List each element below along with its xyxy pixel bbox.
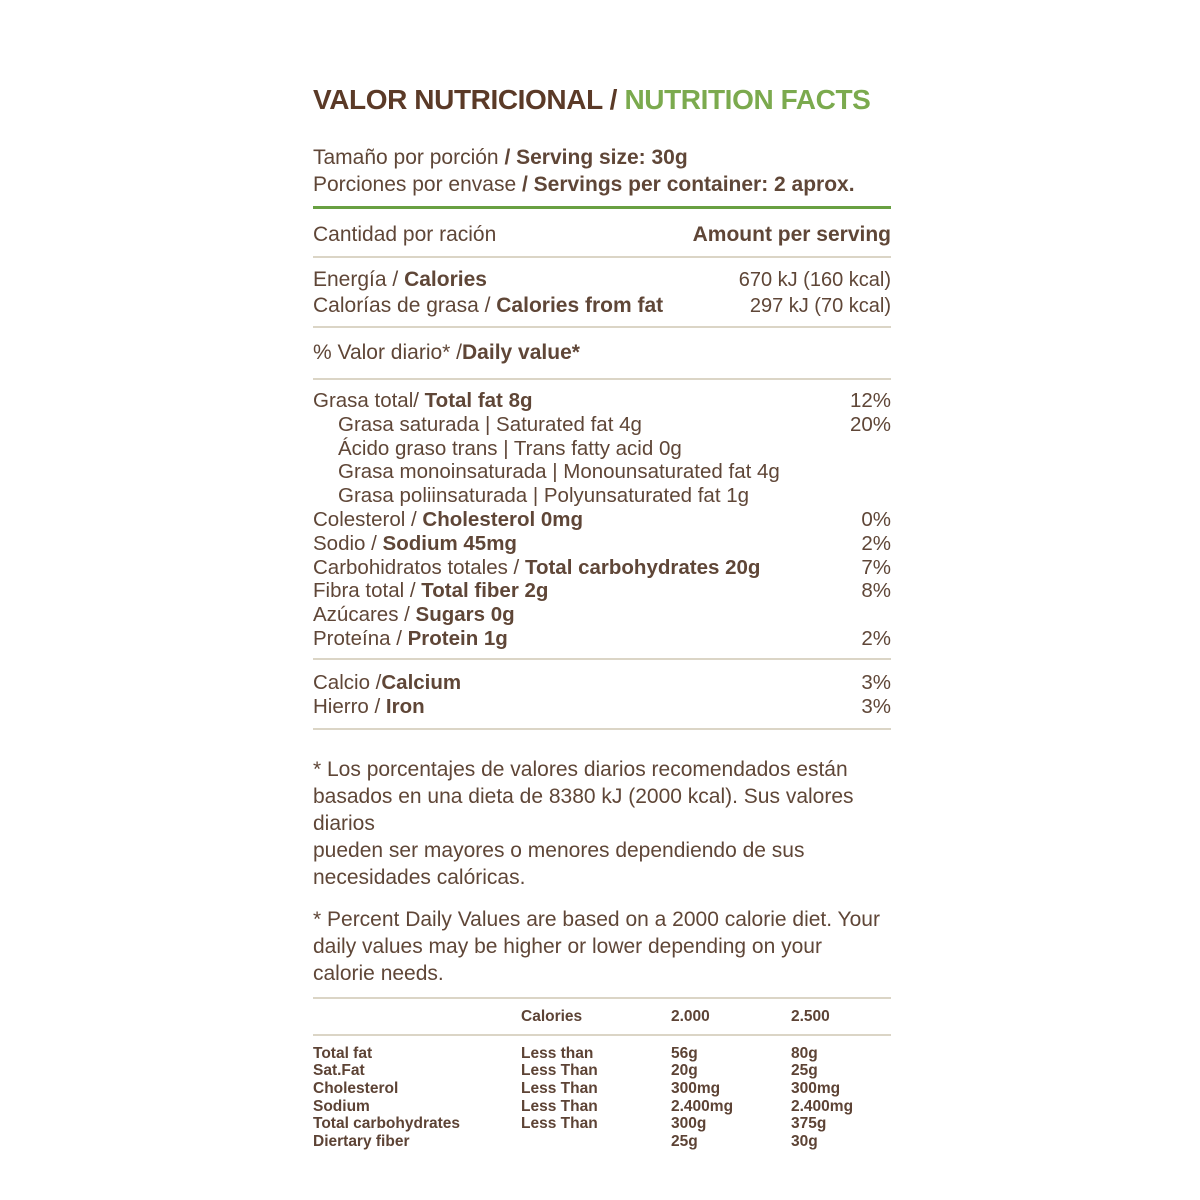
footnote-english xyxy=(313,906,891,987)
ref-cell: 56g xyxy=(671,1044,698,1062)
mineral-row-calcium xyxy=(313,671,891,696)
footnote-spanish-line: * Los porcentajes de valores diarios recomendados están xyxy=(313,757,848,781)
calories-value: 670 kJ (160 kcal) xyxy=(738,269,891,291)
nutrient-label-spanish: Proteína / xyxy=(313,626,408,650)
reference-table xyxy=(313,999,891,1151)
nutrient-label-english: Total carbohydrates 20g xyxy=(524,555,761,579)
nutrient-row-monounsaturated-fat xyxy=(313,460,891,484)
table-row xyxy=(313,1045,891,1063)
nutrient-row-protein xyxy=(313,627,891,651)
serving-size-english: / Serving size: 30g xyxy=(504,146,688,169)
serving-size-line xyxy=(313,144,891,171)
nutrient-row-carbohydrates xyxy=(313,556,891,580)
nutrient-row-total-fat xyxy=(313,389,891,413)
nutrient-percent: 2% xyxy=(861,626,891,650)
mineral-label xyxy=(313,695,425,720)
mineral-percent: 3% xyxy=(861,670,891,694)
ref-cell: Less than xyxy=(521,1044,594,1062)
mineral-row-iron xyxy=(313,695,891,720)
nutrient-label-english: Cholesterol 0mg xyxy=(422,507,584,531)
ref-header-calories: Calories xyxy=(521,1007,583,1025)
mineral-percent: 3% xyxy=(861,695,891,719)
ref-cell: Diertary fiber xyxy=(313,1132,410,1150)
ref-cell: 2.400mg xyxy=(791,1097,854,1115)
nutrient-row-sugars xyxy=(313,603,891,627)
calories-from-fat-row xyxy=(313,293,891,319)
nutrient-percent: 2% xyxy=(861,531,891,555)
nutrient-label-english: Sodium 45mg xyxy=(382,531,517,555)
servings-container-spanish: Porciones por envase xyxy=(313,173,522,196)
minerals-section xyxy=(313,660,891,728)
nutrient-label-english: Sugars 0g xyxy=(415,603,515,627)
title-slash: / xyxy=(609,84,618,115)
mineral-label xyxy=(313,671,461,696)
table-row xyxy=(313,1133,891,1151)
footnote-english-line: * Percent Daily Values are based on a 2000 calorie diet. Your xyxy=(313,907,880,931)
nutrient-percent: 8% xyxy=(861,579,891,603)
footnote-english-line: daily values may be higher or lower depending on your xyxy=(313,934,822,958)
calories-fat-label-spanish: Calorías de grasa / xyxy=(313,294,497,317)
nutrient-percent: 20% xyxy=(849,412,891,436)
calories-row xyxy=(313,267,891,293)
table-row xyxy=(313,1080,891,1098)
table-row xyxy=(313,1062,891,1080)
mineral-label-english: Iron xyxy=(385,695,425,719)
footnote-spanish-line: basados en una dieta de 8380 kJ (2000 kcal). Sus valores diarios xyxy=(313,784,854,835)
mineral-label-spanish: Hierro / xyxy=(313,695,386,719)
nutrient-label xyxy=(313,508,583,532)
daily-value-header xyxy=(313,328,891,378)
nutrient-label xyxy=(313,556,760,580)
ref-cell: Sat.Fat xyxy=(313,1062,365,1080)
ref-cell: Less Than xyxy=(521,1115,598,1133)
ref-cell: 80g xyxy=(791,1044,818,1062)
serving-size-spanish: Tamaño por porción xyxy=(313,146,505,169)
ref-cell: 2.400mg xyxy=(671,1097,734,1115)
ref-cell: 25g xyxy=(791,1062,818,1080)
servings-container-english: / Servings per container: 2 aprox. xyxy=(521,173,855,196)
nutrient-row-fiber xyxy=(313,579,891,603)
footnote-spanish-line: necesidades calóricas. xyxy=(313,865,526,889)
nutrient-row-saturated-fat xyxy=(313,413,891,437)
daily-value-spanish: % Valor diario* / xyxy=(313,341,463,364)
nutrient-label-spanish: Carbohidratos totales / xyxy=(313,555,525,579)
serving-info xyxy=(313,144,891,198)
nutrient-label: Ácido graso trans | Trans fatty acid 0g xyxy=(338,436,682,460)
ref-cell: 300mg xyxy=(671,1079,721,1097)
title-english: NUTRITION FACTS xyxy=(624,84,871,115)
nutrient-row-trans-fat xyxy=(313,437,891,461)
ref-cell: Sodium xyxy=(313,1097,370,1115)
ref-header-empty xyxy=(313,1008,521,1026)
footnote-english-line: calorie needs. xyxy=(313,961,444,985)
nutrients-section xyxy=(313,380,891,658)
daily-value-english: Daily value* xyxy=(462,341,580,364)
mineral-label-spanish: Calcio / xyxy=(313,670,382,694)
ref-cell xyxy=(521,1133,671,1151)
amount-per-serving-header xyxy=(313,209,891,256)
ref-cell: Less Than xyxy=(521,1097,598,1115)
energy-section xyxy=(313,258,891,326)
amount-header-english: Amount per serving xyxy=(692,223,891,246)
ref-cell: 300mg xyxy=(791,1079,841,1097)
nutrient-label xyxy=(313,579,548,603)
calories-label-spanish: Energía / xyxy=(313,268,405,291)
nutrient-percent: 12% xyxy=(849,389,891,412)
ref-cell: 30g xyxy=(791,1132,818,1150)
calories-fat-label-english: Calories from fat xyxy=(496,294,664,317)
nutrient-label xyxy=(313,532,517,556)
divider xyxy=(313,728,891,730)
nutrient-label-english: Protein 1g xyxy=(407,626,508,650)
ref-header-2000: 2.000 xyxy=(671,1007,710,1025)
footnote-spanish-line: pueden ser mayores o menores dependiendo de sus xyxy=(313,838,805,862)
ref-cell: 20g xyxy=(671,1062,698,1080)
nutrient-label-spanish: Azúcares / xyxy=(313,603,416,627)
reference-table-header xyxy=(313,999,891,1034)
ref-cell: Less Than xyxy=(521,1062,598,1080)
page-title xyxy=(313,84,891,116)
nutrient-row-polyunsaturated-fat xyxy=(313,484,891,508)
ref-cell: Cholesterol xyxy=(313,1079,399,1097)
ref-header-2500: 2.500 xyxy=(791,1007,830,1025)
nutrient-label-spanish: Grasa total/ xyxy=(313,389,425,412)
ref-cell: 25g xyxy=(671,1132,698,1150)
reference-table-body xyxy=(313,1036,891,1151)
servings-per-container-line xyxy=(313,171,891,198)
amount-header-spanish: Cantidad por ración xyxy=(313,223,497,246)
ref-cell: 375g xyxy=(791,1115,827,1133)
nutrient-label-spanish: Sodio / xyxy=(313,531,383,555)
calories-label xyxy=(313,267,487,292)
table-row xyxy=(313,1098,891,1116)
nutrient-label xyxy=(313,389,533,413)
ref-cell: 300g xyxy=(671,1115,707,1133)
table-row xyxy=(313,1115,891,1133)
calories-from-fat-value: 297 kJ (70 kcal) xyxy=(749,295,891,317)
nutrient-label-spanish: Colesterol / xyxy=(313,507,423,531)
nutrient-label-spanish: Fibra total / xyxy=(313,579,422,603)
nutrient-percent: 7% xyxy=(861,555,891,579)
nutrient-percent: 0% xyxy=(861,507,891,531)
nutrient-row-cholesterol xyxy=(313,508,891,532)
nutrient-label: Grasa poliinsaturada | Polyunsaturated fat 1g xyxy=(338,484,750,508)
nutrient-label xyxy=(313,603,515,627)
ref-cell: Total carbohydrates xyxy=(313,1115,461,1133)
nutrient-label-english: Total fiber 2g xyxy=(421,579,549,603)
nutrient-label xyxy=(313,627,508,651)
ref-cell: Less Than xyxy=(521,1079,598,1097)
nutrient-label-english: Total fat 8g xyxy=(424,389,533,412)
calories-label-english: Calories xyxy=(404,268,487,291)
footnote-spanish xyxy=(313,756,891,891)
mineral-label-english: Calcium xyxy=(381,670,462,694)
nutrient-row-sodium xyxy=(313,532,891,556)
ref-cell: Total fat xyxy=(313,1044,373,1062)
nutrient-label: Grasa monoinsaturada | Monounsaturated fat 4g xyxy=(338,460,780,484)
nutrition-label xyxy=(313,84,891,1150)
calories-fat-label xyxy=(313,293,663,318)
nutrient-label: Grasa saturada | Saturated fat 4g xyxy=(338,412,642,436)
title-spanish: VALOR NUTRICIONAL xyxy=(313,84,603,115)
